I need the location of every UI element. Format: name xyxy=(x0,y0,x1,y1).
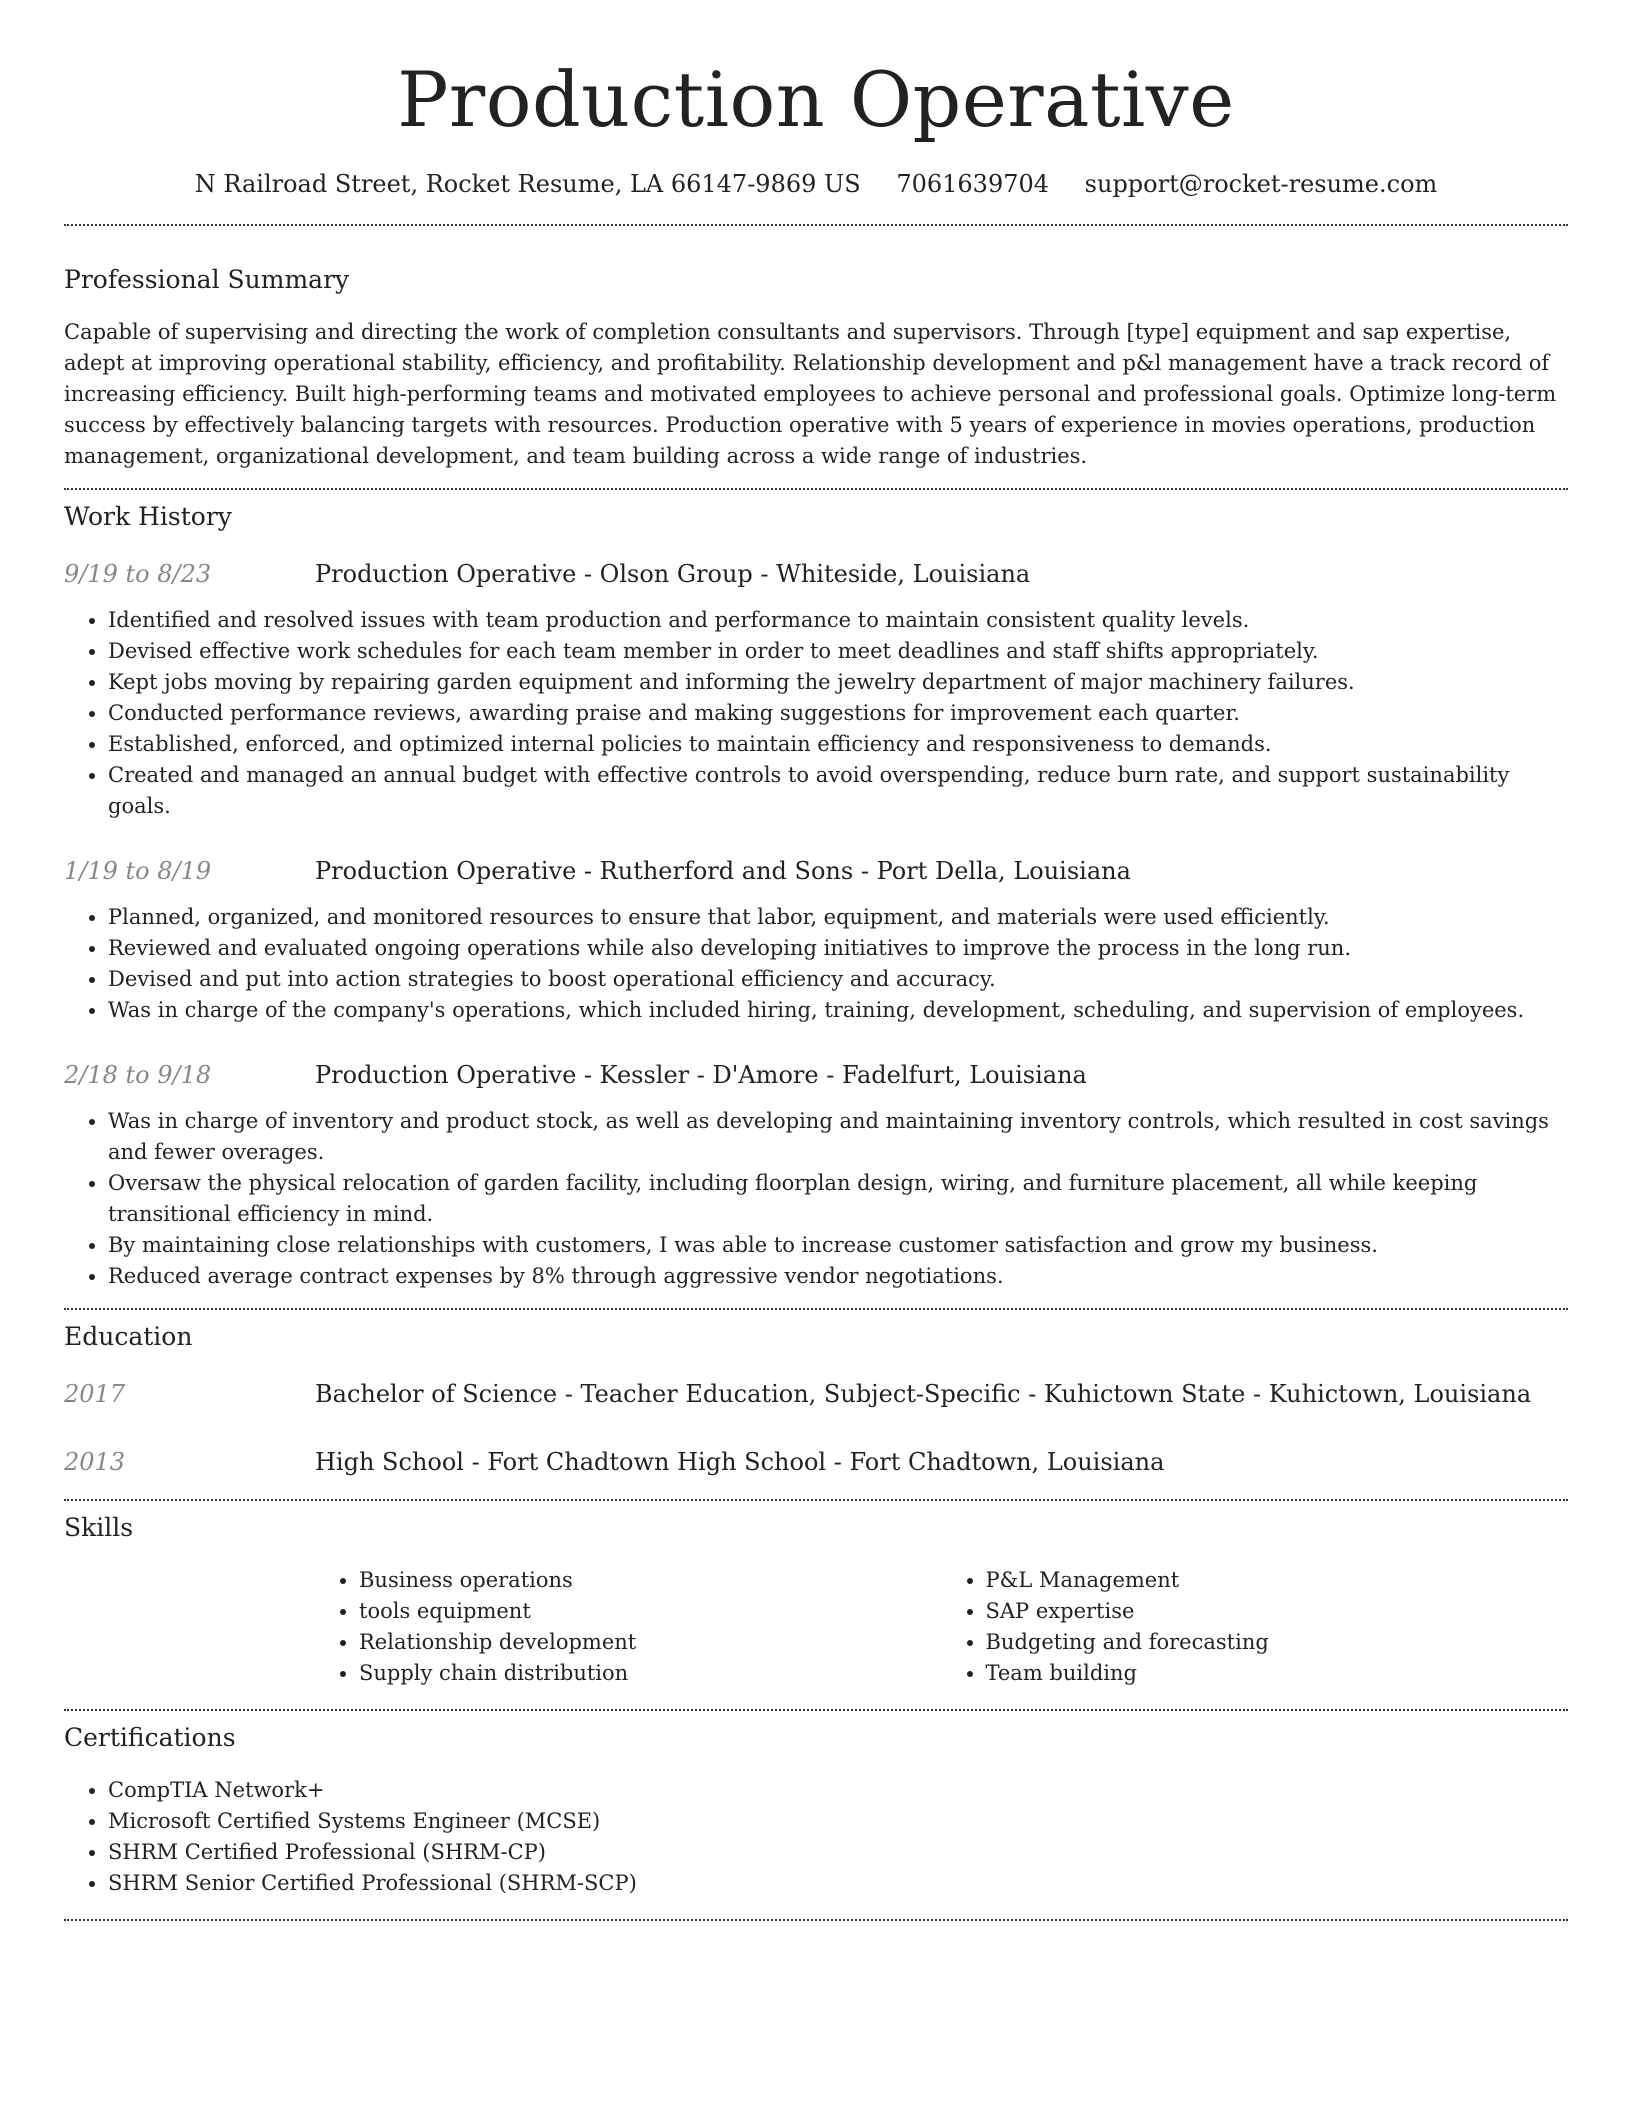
section-divider xyxy=(64,1709,1568,1711)
job-heading xyxy=(315,557,1568,591)
education-school: Fort Chadtown High School xyxy=(487,1448,827,1476)
work-history-section xyxy=(64,500,1568,1292)
job-bullet: • Oversaw the physical relocation of garden facility, including floorplan design, wiring, and furniture placement, all while keeping transitional efficiency in mind. xyxy=(108,1168,1568,1230)
education-section-title: Education xyxy=(64,1322,193,1351)
section-divider xyxy=(64,224,1568,226)
job-location: Fadelfurt, Louisiana xyxy=(841,1061,1087,1089)
job-location: Whiteside, Louisiana xyxy=(776,560,1031,588)
section-divider xyxy=(64,488,1568,490)
summary-text: Capable of supervising and directing the work of completion consultants and supervisors. Through [type] equipment and sap expertise, adept at improving operational stability, efficiency, and profitability. Relationship development and p&l management have a track record of increasing efficiency. Built high-performing teams and motivated employees to achieve personal and professional goals. Optimize long-term success by effectively balancing targets with resources. Production operative with 5 years of experience in movies operations, production management, organizational development, and team building across a wide range of industries. xyxy=(64,320,1557,468)
separator: - xyxy=(576,857,600,885)
education-year: 2013 xyxy=(64,1448,126,1476)
separator: - xyxy=(1245,1380,1269,1408)
job-role: Production Operative xyxy=(315,1061,577,1089)
job-heading xyxy=(315,854,1568,888)
skills-list-left xyxy=(315,1565,942,1689)
job-bullets xyxy=(64,1106,1568,1292)
education-degree: High School xyxy=(315,1448,464,1476)
skills-section xyxy=(64,1511,1568,1689)
job-bullet: • Was in charge of the company's operations, which included hiring, training, development, scheduling, and supervision of employees. xyxy=(108,995,1568,1026)
job-entry xyxy=(64,1058,1568,1292)
section-divider xyxy=(64,1919,1568,1921)
job-role: Production Operative xyxy=(315,857,577,885)
skill-item: • tools equipment xyxy=(359,1596,942,1627)
job-entry xyxy=(64,557,1568,822)
job-heading xyxy=(315,1058,1568,1092)
skill-item: • SAP expertise xyxy=(986,1596,1569,1627)
certifications-list xyxy=(64,1775,1568,1899)
job-role: Production Operative xyxy=(315,560,577,588)
education-entry xyxy=(64,1377,1568,1411)
job-bullet: • Was in charge of inventory and product stock, as well as developing and maintaining inventory controls, which resulted in cost savings and fewer overages. xyxy=(108,1106,1568,1168)
skill-item: • Relationship development xyxy=(359,1627,942,1658)
contact-email: support@rocket-resume.com xyxy=(1084,170,1438,198)
job-bullets xyxy=(64,902,1568,1026)
summary-section-title: Professional Summary xyxy=(64,265,350,294)
separator: - xyxy=(557,1380,581,1408)
separator: - xyxy=(576,560,600,588)
education-degree: Bachelor of Science xyxy=(315,1380,558,1408)
job-bullet: • By maintaining close relationships with customers, I was able to increase customer satisfaction and grow my business. xyxy=(108,1230,1568,1261)
job-dates: 2/18 to 9/18 xyxy=(64,1061,212,1089)
skill-item: • Team building xyxy=(986,1658,1569,1689)
job-location: Port Della, Louisiana xyxy=(876,857,1131,885)
separator: - xyxy=(1020,1380,1044,1408)
certification-item: • SHRM Senior Certified Professional (SHRM-SCP) xyxy=(108,1868,1568,1899)
separator: - xyxy=(576,1061,600,1089)
education-field: Teacher Education, Subject-Specific xyxy=(580,1380,1021,1408)
job-bullet: • Kept jobs moving by repairing garden equipment and informing the jewelry department of major machinery failures. xyxy=(108,667,1568,698)
certification-item: • Microsoft Certified Systems Engineer (MCSE) xyxy=(108,1806,1568,1837)
job-bullet: • Reviewed and evaluated ongoing operations while also developing initiatives to improve the process in the long run. xyxy=(108,933,1568,964)
education-heading xyxy=(315,1377,1568,1411)
job-bullet: • Conducted performance reviews, awarding praise and making suggestions for improvement each quarter. xyxy=(108,698,1568,729)
resume-page xyxy=(64,0,1568,1921)
job-bullets xyxy=(64,605,1568,822)
work-history-section-title: Work History xyxy=(64,502,232,531)
education-section xyxy=(64,1320,1568,1479)
separator: - xyxy=(752,560,777,588)
job-bullet: • Identified and resolved issues with team production and performance to maintain consistent quality levels. xyxy=(108,605,1568,636)
separator: - xyxy=(818,1061,842,1089)
certifications-section xyxy=(64,1721,1568,1899)
job-bullet: • Created and managed an annual budget with effective controls to avoid overspending, reduce burn rate, and support sustainability goals. xyxy=(108,760,1568,822)
education-year: 2017 xyxy=(64,1380,126,1408)
job-bullet: • Planned, organized, and monitored resources to ensure that labor, equipment, and materials were used efficiently. xyxy=(108,902,1568,933)
job-dates: 1/19 to 8/19 xyxy=(64,857,212,885)
separator: - xyxy=(463,1448,488,1476)
job-dates: 9/19 to 8/23 xyxy=(64,560,212,588)
job-entry xyxy=(64,854,1568,1026)
job-bullet: • Devised effective work schedules for each team member in order to meet deadlines and staff shifts appropriately. xyxy=(108,636,1568,667)
education-location: Fort Chadtown, Louisiana xyxy=(849,1448,1165,1476)
job-bullet: • Established, enforced, and optimized internal policies to maintain efficiency and responsiveness to demands. xyxy=(108,729,1568,760)
education-location: Kuhictown, Louisiana xyxy=(1268,1380,1532,1408)
skill-item: • Supply chain distribution xyxy=(359,1658,942,1689)
separator: - xyxy=(853,857,877,885)
certification-item: • SHRM Certified Professional (SHRM-CP) xyxy=(108,1837,1568,1868)
contact-line xyxy=(64,168,1568,200)
job-bullet: • Devised and put into action strategies to boost operational efficiency and accuracy. xyxy=(108,964,1568,995)
job-company: Rutherford and Sons xyxy=(599,857,854,885)
skill-item: • Budgeting and forecasting xyxy=(986,1627,1569,1658)
section-divider xyxy=(64,1499,1568,1501)
separator: - xyxy=(826,1448,850,1476)
contact-phone: 7061639704 xyxy=(896,170,1050,198)
education-entry xyxy=(64,1445,1568,1479)
job-bullet: • Reduced average contract expenses by 8% through aggressive vendor negotiations. xyxy=(108,1261,1568,1292)
skills-list-right xyxy=(942,1565,1569,1689)
skills-columns xyxy=(315,1565,1568,1689)
job-company: Kessler - D'Amore xyxy=(599,1061,819,1089)
certifications-section-title: Certifications xyxy=(64,1723,236,1752)
education-school: Kuhictown State xyxy=(1043,1380,1246,1408)
summary-section xyxy=(64,263,1568,472)
skill-item: • P&L Management xyxy=(986,1565,1569,1596)
education-heading xyxy=(315,1445,1568,1479)
skills-section-title: Skills xyxy=(64,1513,134,1542)
job-company: Olson Group xyxy=(599,560,753,588)
skill-item: • Business operations xyxy=(359,1565,942,1596)
resume-name-heading: Production Operative xyxy=(397,55,1235,144)
contact-address: N Railroad Street, Rocket Resume, LA 66147-9869 US xyxy=(194,170,861,198)
certification-item: • CompTIA Network+ xyxy=(108,1775,1568,1806)
section-divider xyxy=(64,1308,1568,1310)
